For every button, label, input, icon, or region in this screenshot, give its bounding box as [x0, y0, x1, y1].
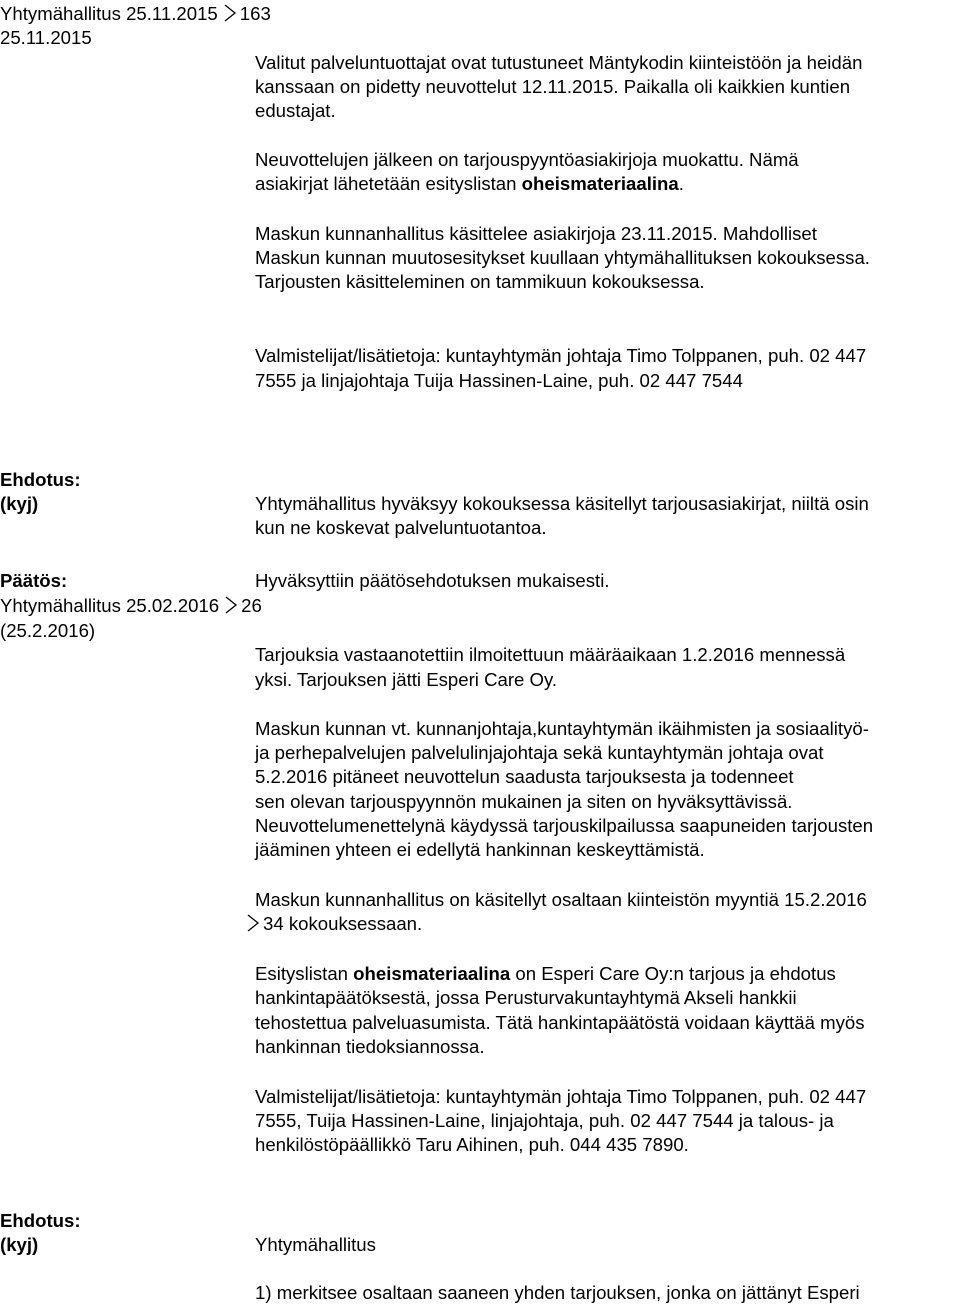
- section-number: 26: [241, 595, 262, 616]
- body-line: [241, 912, 422, 937]
- body-line: yksi. Tarjouksen jätti Esperi Care Oy.: [255, 669, 558, 690]
- body-line: kanssaan on pidetty neuvottelut 12.11.2015. Paikalla oli kaikkien kuntien: [255, 76, 851, 97]
- body-text: on Esperi Care Oy:n tarjous ja ehdotus: [510, 963, 836, 984]
- body-text: Esityslistan: [255, 963, 354, 984]
- body-line: Tarjousten käsitteleminen on tammikuun kokouksessa.: [255, 271, 705, 292]
- body-line: Maskun kunnanhallitus on käsitellyt osaltaan kiinteistön myyntiä 15.2.2016: [255, 889, 867, 910]
- body-line: hankinnan tiedoksiannossa.: [255, 1036, 485, 1057]
- section-date: 25.11.2015: [0, 27, 92, 48]
- body-line: edustajat.: [255, 100, 336, 121]
- decision-label: Päätös:: [0, 570, 68, 591]
- body-line: hankintapäätöksestä, jossa Perusturvakuntayhtymä Akseli hankkii: [255, 987, 797, 1008]
- body-line: Neuvottelumenettelynä käydyssä tarjouskilpailussa saapuneiden tarjousten: [255, 815, 874, 836]
- decision-text: Hyväksyttiin päätösehdotuksen mukaisesti.: [255, 570, 610, 591]
- proposal-line: Yhtymähallitus hyväksyy kokouksessa käsitellyt tarjousasiakirjat, niiltä osin: [255, 493, 869, 514]
- proposal-line: Yhtymähallitus: [255, 1234, 376, 1255]
- body-text: 34 kokouksessaan.: [263, 913, 423, 934]
- section-number: 163: [239, 3, 271, 24]
- proposal-line: 1) merkitsee osaltaan saaneen yhden tarjouksen, jonka on jättänyt Esperi: [255, 1282, 860, 1303]
- body-line: Tarjouksia vastaanotettiin ilmoitettuun määräaikaan 1.2.2016 mennessä: [255, 644, 846, 665]
- proposal-label: Ehdotus:: [0, 1210, 81, 1231]
- section-date: (25.2.2016): [0, 620, 96, 641]
- body-line: Maskun kunnan vt. kunnanjohtaja,kuntayhtymän ikäihmisten ja sosiaalityö-: [255, 718, 869, 739]
- body-text: asiakirjat lähetetään esityslistan: [255, 173, 522, 194]
- section-header: [0, 594, 262, 619]
- meeting-label: Yhtymähallitus 25.11.2015: [0, 3, 218, 24]
- body-line: sen olevan tarjouspyynnön mukainen ja siten on hyväksyttävissä.: [255, 791, 793, 812]
- proposer-label: (kyj): [0, 1234, 39, 1255]
- body-line: ja perhepalvelujen palvelulinjajohtaja sekä kuntayhtymän johtaja ovat: [255, 742, 824, 763]
- proposal-label: Ehdotus:: [0, 469, 81, 490]
- body-line: Maskun kunnanhallitus käsittelee asiakirjoja 23.11.2015. Mahdolliset: [255, 223, 817, 244]
- body-line: 7555, Tuija Hassinen-Laine, linjajohtaja, puh. 02 447 7544 ja talous- ja: [255, 1110, 834, 1131]
- body-line: Maskun kunnan muutosesitykset kuullaan yhtymähallituksen kokouksessa.: [255, 247, 870, 268]
- body-line: Neuvottelujen jälkeen on tarjouspyyntöasiakirjoja muokattu. Nämä: [255, 149, 799, 170]
- body-line: 7555 ja linjajohtaja Tuija Hassinen-Laine, puh. 02 447 7544: [255, 370, 743, 391]
- body-line: [255, 962, 836, 987]
- body-line: tehostettua palveluasumista. Tätä hankintapäätöstä voidaan käyttää myös: [255, 1012, 865, 1033]
- section-arrow-icon: [245, 913, 261, 933]
- body-text: .: [678, 173, 684, 194]
- attachment-reference: oheismateriaalina: [521, 173, 679, 194]
- meeting-label: Yhtymähallitus 25.02.2016: [0, 595, 220, 616]
- body-line: 5.2.2016 pitäneet neuvottelun saadusta tarjouksesta ja todenneet: [255, 766, 794, 787]
- attachment-reference: oheismateriaalina: [353, 963, 511, 984]
- section-header: [0, 2, 271, 27]
- body-line: Valmistelijat/lisätietoja: kuntayhtymän johtaja Timo Tolppanen, puh. 02 447: [255, 1086, 867, 1107]
- body-line: henkilöstöpäällikkö Taru Aihinen, puh. 044 435 7890.: [255, 1134, 689, 1155]
- proposal-line: kun ne koskevat palveluntuotantoa.: [255, 517, 547, 538]
- proposer-label: (kyj): [0, 493, 39, 514]
- body-line: [255, 172, 684, 197]
- section-arrow-icon: [223, 595, 239, 615]
- section-arrow-icon: [222, 3, 238, 23]
- body-line: Valitut palveluntuottajat ovat tutustuneet Mäntykodin kiinteistöön ja heidän: [255, 52, 863, 73]
- body-line: jääminen yhteen ei edellytä hankinnan keskeyttämistä.: [255, 839, 705, 860]
- body-line: Valmistelijat/lisätietoja: kuntayhtymän johtaja Timo Tolppanen, puh. 02 447: [255, 345, 867, 366]
